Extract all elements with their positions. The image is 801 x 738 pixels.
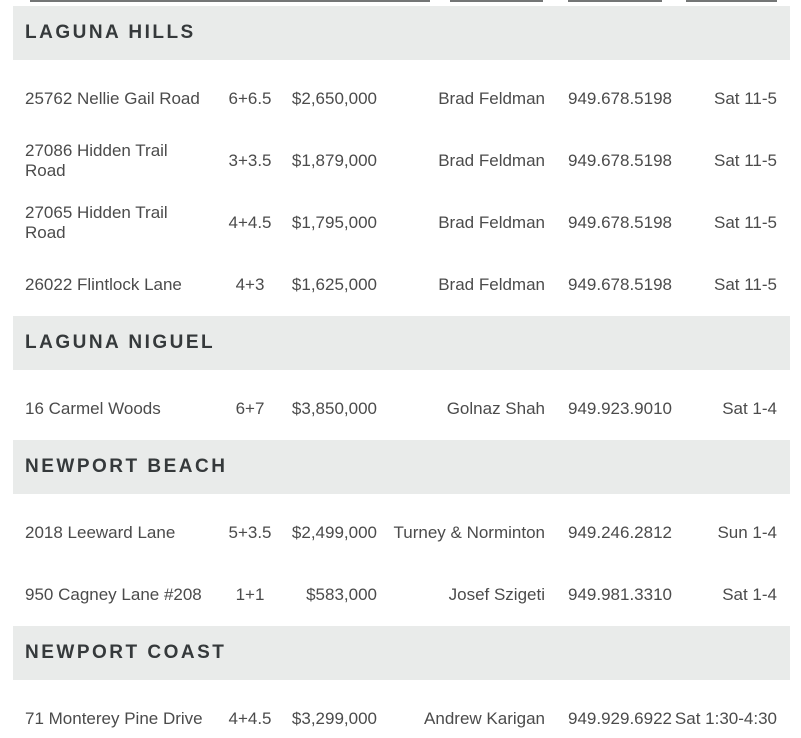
listing-agent: Josef Szigeti — [448, 585, 545, 604]
listing-agent: Brad Feldman — [438, 275, 545, 294]
listing-phone: 949.929.6922 — [568, 709, 672, 728]
listing-agent: Brad Feldman — [438, 151, 545, 170]
cropped-text-segment — [686, 0, 777, 2]
listing-row — [0, 68, 801, 130]
listing-address: 71 Monterey Pine Drive — [25, 709, 203, 728]
listing-row — [0, 502, 801, 564]
listing-phone: 949.923.9010 — [568, 399, 672, 418]
listing-agent: Andrew Karigan — [424, 709, 545, 728]
section-rows — [0, 502, 801, 626]
cropped-row-artifact — [0, 0, 801, 2]
listing-price: $3,850,000 — [291, 399, 377, 418]
city-section — [0, 6, 801, 316]
section-header-band — [13, 6, 790, 60]
listing-price: $2,650,000 — [291, 89, 377, 108]
listing-price: $2,499,000 — [291, 523, 377, 542]
listing-agent: Turney & Norminton — [393, 523, 545, 542]
listing-beds-baths: 4+4.5 — [228, 213, 272, 232]
listing-open-house: Sun 1-4 — [717, 523, 777, 542]
listing-address: 950 Cagney Lane #208 — [25, 585, 202, 604]
listing-price: $1,795,000 — [291, 213, 377, 232]
city-section — [0, 316, 801, 440]
city-section — [0, 440, 801, 626]
listing-beds-baths: 3+3.5 — [228, 151, 272, 170]
listing-open-house: Sat 11-5 — [713, 89, 777, 108]
section-rows — [0, 378, 801, 440]
listing-beds-baths: 6+6.5 — [228, 89, 272, 108]
cropped-text-segment — [568, 0, 662, 2]
listing-address: 27086 Hidden Trail Road — [25, 141, 168, 180]
listing-row — [0, 378, 801, 440]
listing-address: 26022 Flintlock Lane — [25, 275, 182, 294]
listing-row — [0, 688, 801, 738]
listing-phone: 949.678.5198 — [568, 151, 672, 170]
cropped-text-segment — [450, 0, 543, 2]
listing-open-house: Sat 1-4 — [722, 399, 777, 418]
listing-beds-baths: 1+1 — [235, 585, 265, 604]
section-rows — [0, 688, 801, 738]
listing-address: 2018 Leeward Lane — [25, 523, 176, 542]
listing-open-house: Sat 11-5 — [713, 151, 777, 170]
cropped-text-segment — [30, 0, 430, 2]
section-title: LAGUNA NIGUEL — [25, 332, 216, 353]
listing-price: $1,879,000 — [291, 151, 377, 170]
section-rows — [0, 68, 801, 316]
listing-open-house: Sat 1-4 — [722, 585, 777, 604]
listing-beds-baths: 4+4.5 — [228, 709, 272, 728]
listing-beds-baths: 6+7 — [235, 399, 265, 418]
listing-open-house: Sat 11-5 — [713, 213, 777, 232]
listing-address: 27065 Hidden Trail Road — [25, 203, 168, 242]
listing-row — [0, 254, 801, 316]
listing-phone: 949.678.5198 — [568, 213, 672, 232]
listing-row — [0, 564, 801, 626]
section-title: LAGUNA HILLS — [25, 22, 196, 43]
section-header-band — [13, 440, 790, 494]
listing-price: $583,000 — [306, 585, 377, 604]
listing-address: 25762 Nellie Gail Road — [25, 89, 200, 108]
city-section — [0, 626, 801, 738]
listing-agent: Brad Feldman — [438, 89, 545, 108]
listing-row — [0, 130, 801, 192]
listing-beds-baths: 5+3.5 — [228, 523, 272, 542]
listing-open-house: Sat 1:30-4:30 — [674, 709, 777, 728]
listing-address: 16 Carmel Woods — [25, 399, 161, 418]
listing-price: $3,299,000 — [291, 709, 377, 728]
listing-phone: 949.246.2812 — [568, 523, 672, 542]
listing-agent: Brad Feldman — [438, 213, 545, 232]
listing-phone: 949.678.5198 — [568, 275, 672, 294]
listing-phone: 949.981.3310 — [568, 585, 672, 604]
listing-phone: 949.678.5198 — [568, 89, 672, 108]
section-title: NEWPORT BEACH — [25, 456, 228, 477]
listing-price: $1,625,000 — [291, 275, 377, 294]
section-header-band — [13, 316, 790, 370]
listing-beds-baths: 4+3 — [235, 275, 265, 294]
section-title: NEWPORT COAST — [25, 642, 227, 663]
listing-open-house: Sat 11-5 — [713, 275, 777, 294]
listing-agent: Golnaz Shah — [446, 399, 545, 418]
listings — [0, 6, 801, 738]
section-header-band — [13, 626, 790, 680]
listing-row — [0, 192, 801, 254]
